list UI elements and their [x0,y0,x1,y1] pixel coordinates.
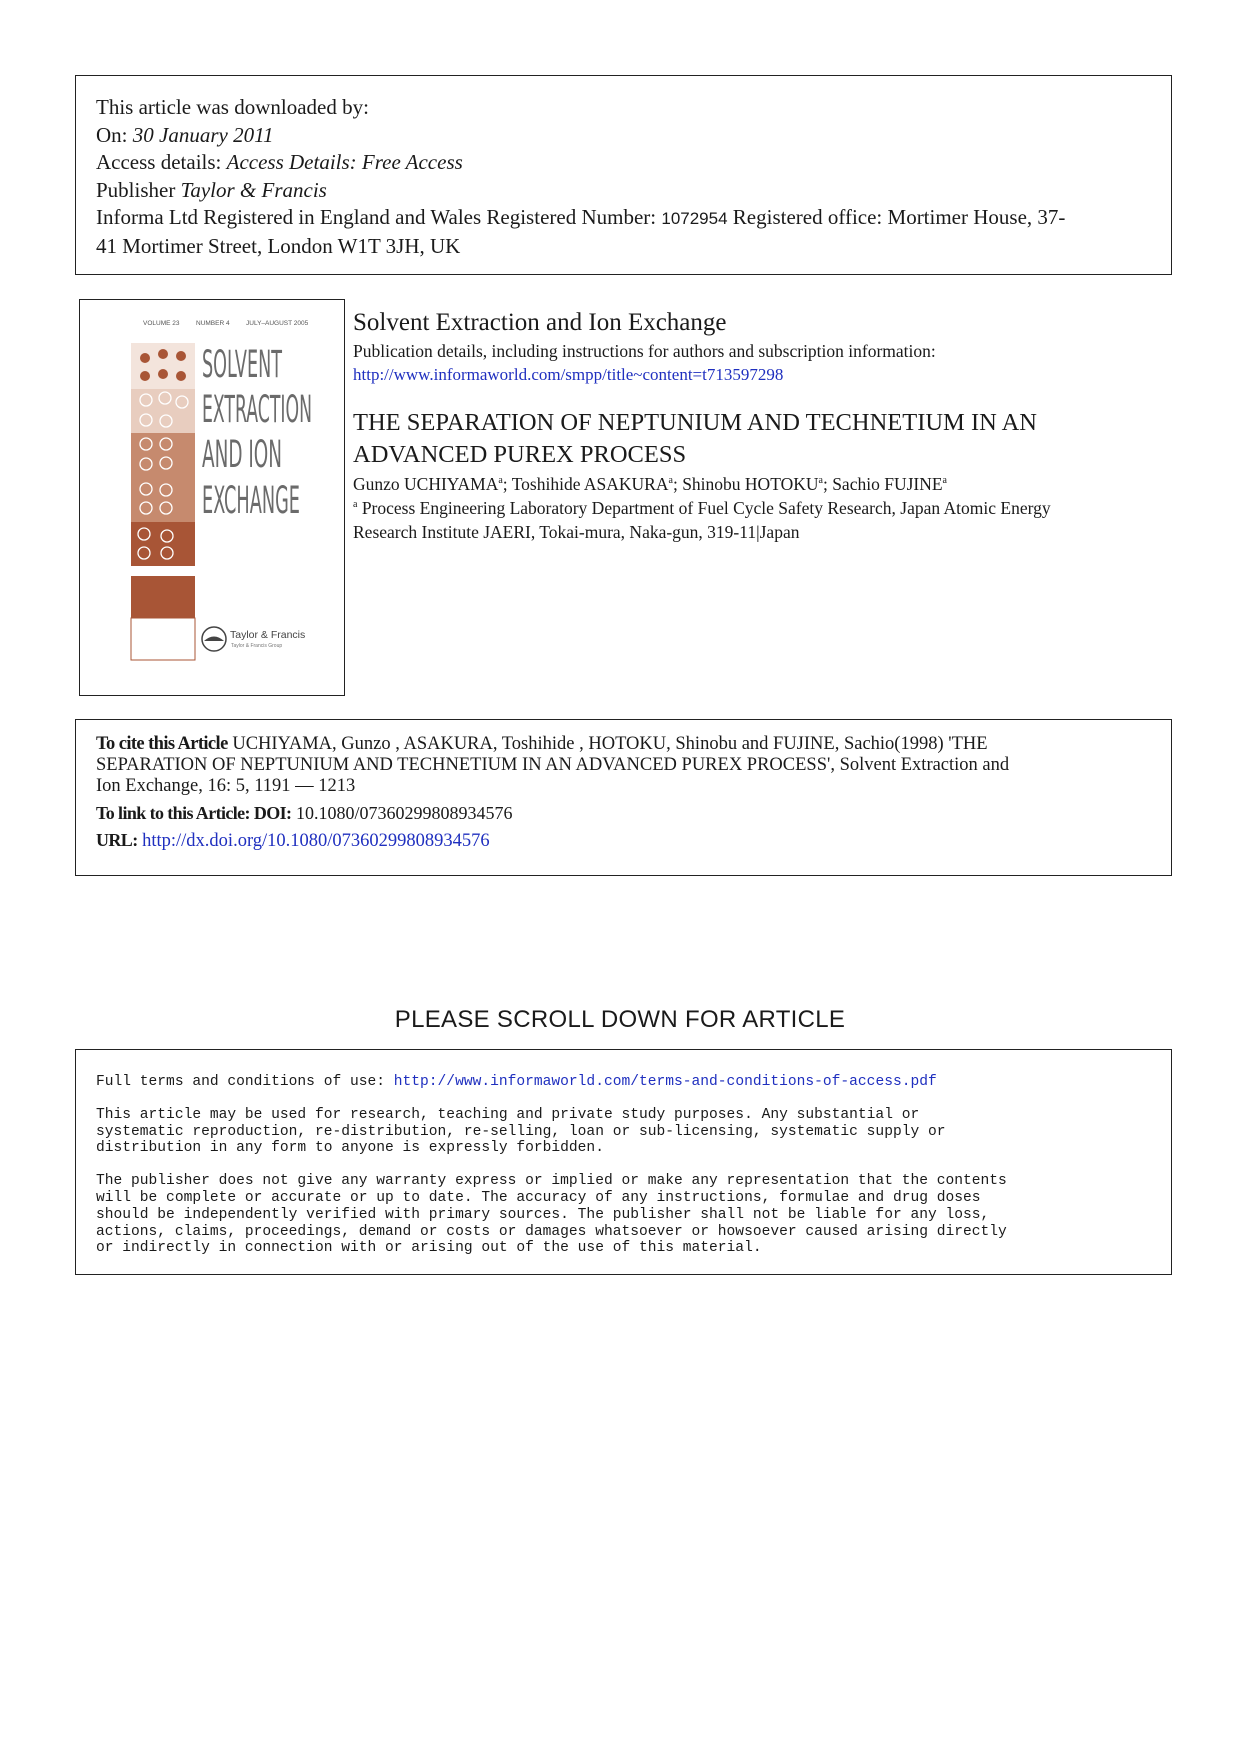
cite-line-2: SEPARATION OF NEPTUNIUM AND TECHNETIUM IN AN ADVANCED PUREX PROCESS', Solvent Extraction and [96,755,1010,775]
journal-url-link[interactable]: http://www.informaworld.com/smpp/title~content=t713597298 [353,365,784,384]
cover-title [202,343,312,522]
journal-cover [79,299,345,696]
author-affiliation-marker: a [818,475,823,487]
download-date-value: 30 January 2011 [132,122,274,147]
publisher-value: Taylor & Francis [180,177,327,202]
publisher-line [96,177,1151,205]
doi-url-link[interactable]: http://dx.doi.org/10.1080/07360299808934576 [142,831,490,851]
author-affiliation-marker: a [668,475,673,487]
terms-paragraph-1: This article may be used for research, teaching and private study purposes. Any substantial or systematic reproduction, re-distribution, re-selling, loan or sub-licensing, systematic supply or distribution in any form to anyone is expressly forbidden. [96,1106,946,1157]
cover-square-4 [131,477,195,522]
cover-square-3 [131,433,195,477]
download-date-line [96,122,1151,150]
affiliation-line-2: Research Institute JAERI, Tokai-mura, Naka-gun, 319-11|Japan [353,522,800,542]
terms-label: Full terms and conditions of use: [96,1074,394,1090]
affiliation-marker: a [353,499,358,511]
terms-link-row [96,1074,1151,1091]
author-name: Sachio FUJINE [832,474,943,494]
terms-url-link[interactable]: http://www.informaworld.com/terms-and-conditions-of-access.pdf [393,1074,937,1090]
journal-cover-art [80,300,343,694]
access-details-value: Access Details: Free Access [226,150,463,174]
cover-title-line-2: EXTRACTION [202,388,312,431]
taylor-francis-logo-icon [202,627,226,651]
doi-value: 10.1080/07360299808934576 [295,803,513,823]
publication-details: Publication details, including instructions for authors and subscription information: [353,341,936,361]
cover-title-line-4: EXCHANGE [202,479,300,522]
cover-block [131,576,195,618]
access-details-label: Access details: [96,150,222,174]
cover-title-line-3: AND ION [202,433,282,476]
terms-paragraph-2: The publisher does not give any warranty express or implied or make any representation that the contents will be complete or accurate or up to date. The accuracy of any instructions, formulae and drug doses should be independently verified with primary sources. The publisher shall not be liable for any loss, actions, claims, proceedings, demand or costs or damages whatsoever or howsoever caused arising directly or indirectly in connection with or arising out of the use of this material. [96,1173,1007,1257]
terms-box [75,1049,1172,1275]
journal-info [353,306,1173,544]
download-info-box [75,75,1172,275]
downloaded-by-line: This article was downloaded by: [96,95,369,119]
affiliation-line-1: Process Engineering Laboratory Department of Fuel Cycle Safety Research, Japan Atomic Energy [361,498,1051,518]
cover-publisher-sub: Taylor & Francis Group [231,643,283,649]
article-title-line-2: ADVANCED PUREX PROCESS [353,441,687,468]
informa-address-line: 41 Mortimer Street, London W1T 3JH, UK [96,233,461,258]
citation-text [96,734,1151,797]
article-title-line-1: THE SEPARATION OF NEPTUNIUM AND TECHNETIUM IN AN [353,409,1037,436]
article-title [353,407,1173,471]
cover-publisher: Taylor & Francis [230,629,306,641]
cite-line-3: Ion Exchange, 16: 5, 1191 — 1213 [96,776,356,796]
access-details-line [96,149,1151,177]
author-affiliation-marker: a [942,475,947,487]
publisher-label: Publisher [96,177,176,202]
author-name: Shinobu HOTOKU [682,474,819,494]
citation-box [75,719,1172,876]
informa-text-b: Registered office: Mortimer House, 37- [732,205,1066,229]
author-affiliation-marker: a [498,475,503,487]
author-name: Gunzo UCHIYAMA [353,474,499,494]
affiliation [353,496,1173,544]
scroll-notice: PLEASE SCROLL DOWN FOR ARTICLE [394,1006,846,1033]
doi-row [96,801,1151,825]
cover-volume: VOLUME 23 [143,320,180,327]
cover-number: NUMBER 4 [196,320,230,327]
informa-line [96,204,1151,233]
cover-title-line-1: SOLVENT [202,343,283,386]
download-date-label: On: [96,122,128,147]
doi-label: To link to this Article: DOI: [96,803,292,823]
informa-text-a: Informa Ltd Registered in England and Wales Registered Number: [96,205,657,229]
cover-block-outline [131,618,195,660]
url-label: URL: [96,830,138,850]
journal-title: Solvent Extraction and Ion Exchange [353,309,727,336]
journal-url-row [353,363,1173,386]
cite-line-1: UCHIYAMA, Gunzo , ASAKURA, Toshihide , HOTOKU, Shinobu and FUJINE, Sachio(1998) 'THE [232,734,988,754]
cover-date: JULY–AUGUST 2005 [246,320,309,327]
authors-list: Gunzo UCHIYAMA$^a$; Toshihide ASAKURA$^a$; Shinobu HOTOKU$^a$; Sachio FUJINE$^a$ [353,474,947,494]
cite-label: To cite this Article [96,734,228,754]
author-name: Toshihide ASAKURA [511,474,669,494]
informa-number: 1072954 [661,209,728,228]
url-row [96,828,1151,853]
